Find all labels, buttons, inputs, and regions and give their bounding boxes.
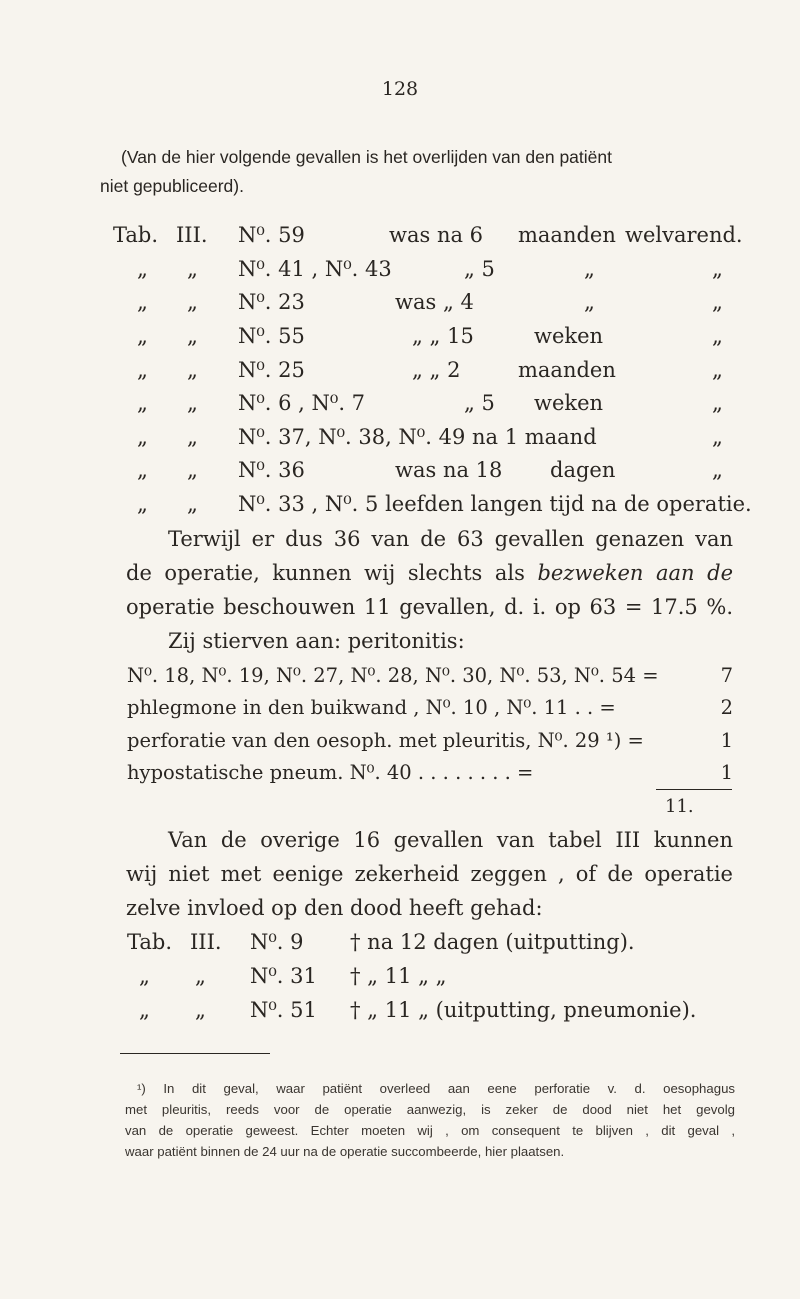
ditto-mark: „ [137, 492, 148, 516]
ditto-mark: „ [139, 998, 150, 1022]
status: welvarend. [625, 223, 743, 247]
tab-row [0, 930, 800, 960]
text-line: wij niet met eenige zekerheid zeggen , of de operatie [126, 862, 733, 886]
ditto-mark: „ [187, 425, 198, 449]
paragraph-line [126, 896, 733, 920]
ditto-mark: „ [187, 290, 198, 314]
total-count: 11. [665, 796, 694, 817]
duration-unit: maanden [518, 223, 616, 247]
cause-row [127, 696, 733, 724]
case-numbers: N⁰. 36 [238, 458, 305, 482]
tab-row [0, 257, 800, 287]
paragraph-line [126, 862, 733, 886]
cause-count: 1 [720, 729, 733, 752]
ditto-mark: „ [137, 458, 148, 482]
case-numbers: N⁰. 51 [250, 998, 317, 1022]
footnote-rule [120, 1053, 270, 1054]
text-line: zelve invloed op den dood heeft gehad: [126, 896, 543, 920]
ditto-mark: „ [137, 391, 148, 415]
tab-row [0, 964, 800, 994]
ditto-mark: „ [187, 358, 198, 382]
tab-row [0, 290, 800, 320]
intro-line: niet gepubliceerd). [100, 176, 244, 196]
tab-row [0, 998, 800, 1028]
duration-unit: weken [534, 324, 604, 348]
case-outcome: † „ 11 „ „ [350, 964, 447, 988]
tab-label: Tab. [127, 930, 173, 954]
case-outcome: † na 12 dagen (uitputting). [350, 930, 635, 954]
duration: „ „ 15 [412, 324, 474, 348]
tab-row [0, 458, 800, 488]
tab-row [0, 358, 800, 388]
status: „ [712, 358, 723, 382]
status: „ [712, 425, 723, 449]
ditto-mark: „ [187, 324, 198, 348]
case-numbers: N⁰. 9 [250, 930, 304, 954]
cause-row [127, 664, 733, 692]
tab-row [0, 391, 800, 421]
paragraph-line [168, 629, 775, 653]
duration-unit: „ [584, 257, 595, 281]
cause-row [127, 729, 733, 757]
footnote-line: waar patiënt binnen de 24 uur na de operatie succombeerde, hier plaatsen. [125, 1144, 565, 1159]
status: „ [712, 290, 723, 314]
case-numbers: N⁰. 59 [238, 223, 305, 247]
duration-unit: „ [584, 290, 595, 314]
duration-unit: dagen [550, 458, 616, 482]
duration: was na 6 [389, 223, 484, 247]
ditto-mark: „ [137, 425, 148, 449]
case-numbers: N⁰. 23 [238, 290, 305, 314]
case-outcome: † „ 11 „ (uitputting, pneumonie). [350, 998, 697, 1022]
cause-label: N⁰. 18, N⁰. 19, N⁰. 27, N⁰. 28, N⁰. 30, N⁰. 53, N⁰. 54 = [127, 664, 659, 687]
text-run: de operatie, kunnen wij slechts als [126, 561, 525, 585]
footnote-line: met pleuritis, reeds voor de operatie aanwezig, is zeker de dood niet het gevolg [125, 1102, 735, 1117]
cause-count: 1 [720, 761, 733, 784]
footnote-line: van de operatie geweest. Echter moeten wij , om consequent te blijven , dit geval , [125, 1123, 735, 1138]
text-line: Terwijl er dus 36 van de 63 gevallen genazen van [168, 527, 733, 551]
page-number: 128 [381, 78, 419, 100]
cause-label: phlegmone in den buikwand , N⁰. 10 , N⁰. 11 . . = [127, 696, 616, 719]
tab-label: Tab. [113, 223, 159, 247]
emphasis-text: bezweken aan de [537, 561, 733, 585]
duration: „ 5 [464, 391, 495, 415]
ditto-mark: „ [137, 290, 148, 314]
sum-rule [656, 789, 732, 790]
tab-row [0, 425, 800, 455]
ditto-mark: „ [187, 492, 198, 516]
tab-roman: III. [190, 930, 222, 954]
tab-row [0, 223, 800, 253]
paragraph-line [168, 527, 733, 551]
ditto-mark: „ [195, 998, 206, 1022]
text-line: operatie beschouwen 11 gevallen, d. i. op 63 = 17.5 %. [126, 595, 733, 619]
status: „ [712, 324, 723, 348]
cause-count: 2 [720, 696, 733, 719]
ditto-mark: „ [137, 324, 148, 348]
cause-row [127, 761, 733, 789]
status: „ [712, 391, 723, 415]
ditto-mark: „ [137, 257, 148, 281]
intro-paragraph [100, 143, 740, 201]
text-line: Zij stierven aan: peritonitis: [168, 629, 465, 653]
case-numbers: N⁰. 31 [250, 964, 317, 988]
duration: „ „ 2 [412, 358, 461, 382]
intro-line: (Van de hier volgende gevallen is het overlijden van den patiënt [121, 147, 612, 167]
ditto-mark: „ [187, 391, 198, 415]
tab-row [0, 324, 800, 354]
cause-label: hypostatische pneum. N⁰. 40 . . . . . . . . = [127, 761, 534, 784]
duration: „ 5 [464, 257, 495, 281]
case-numbers: N⁰. 33 , N⁰. 5 leefden langen tijd na de operatie. [238, 492, 752, 516]
ditto-mark: „ [187, 458, 198, 482]
ditto-mark: „ [139, 964, 150, 988]
footnote [125, 1078, 735, 1162]
ditto-mark: „ [137, 358, 148, 382]
ditto-mark: „ [187, 257, 198, 281]
tab-roman: III. [176, 223, 208, 247]
duration-unit: weken [534, 391, 604, 415]
paragraph-line [126, 561, 733, 585]
duration: was na 18 [395, 458, 503, 482]
status: „ [712, 458, 723, 482]
case-numbers: N⁰. 6 , N⁰. 7 [238, 391, 366, 415]
cause-label: perforatie van den oesoph. met pleuritis, N⁰. 29 ¹) = [127, 729, 644, 752]
paragraph-line [168, 828, 733, 852]
duration: was „ 4 [395, 290, 474, 314]
paragraph-line [126, 595, 733, 619]
ditto-mark: „ [195, 964, 206, 988]
status: „ [712, 257, 723, 281]
case-numbers: N⁰. 41 , N⁰. 43 [238, 257, 392, 281]
case-numbers: N⁰. 55 [238, 324, 305, 348]
cause-count: 7 [720, 664, 733, 687]
case-numbers: N⁰. 37, N⁰. 38, N⁰. 49 na 1 maand [238, 425, 597, 449]
text-line: Van de overige 16 gevallen van tabel III kunnen [168, 828, 733, 852]
case-numbers: N⁰. 25 [238, 358, 305, 382]
duration-unit: maanden [518, 358, 616, 382]
tab-row [0, 492, 800, 522]
text-line [126, 561, 733, 585]
footnote-line: ¹) In dit geval, waar patiënt overleed aan eene perforatie v. d. oesophagus [137, 1081, 735, 1096]
